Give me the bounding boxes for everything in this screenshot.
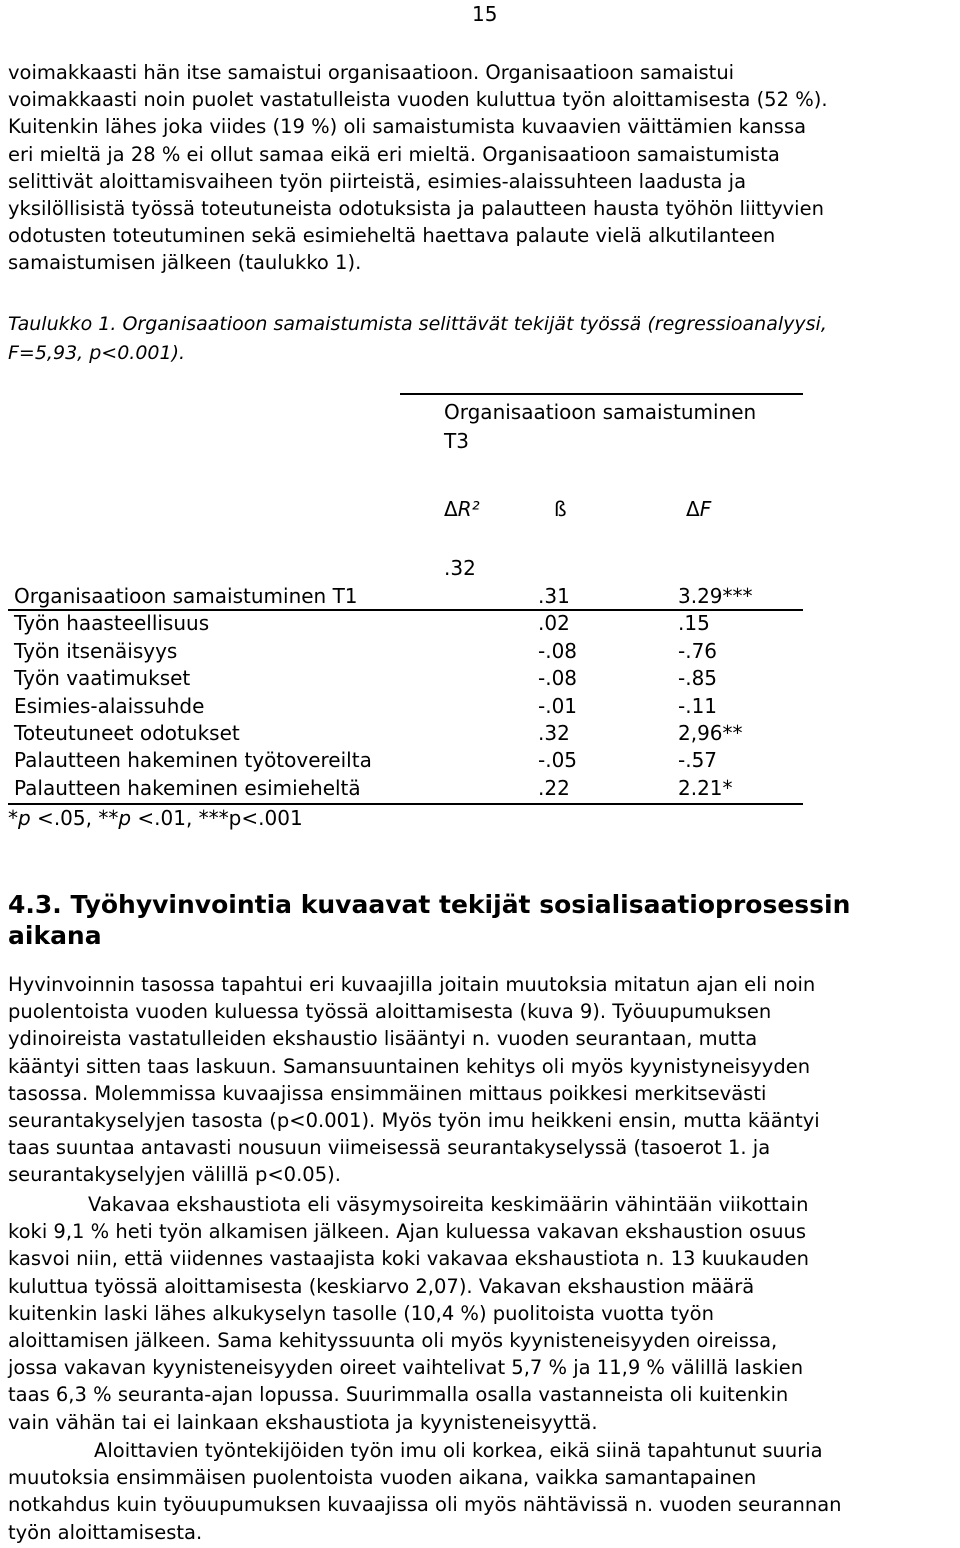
beta-value: .22 <box>538 775 570 800</box>
beta-value: -.05 <box>538 748 578 773</box>
row-label: Työn vaatimukset <box>14 666 191 691</box>
f-value: 3.29*** <box>678 584 753 608</box>
beta-header: ß <box>554 497 567 521</box>
dependent-variable-header <box>444 398 756 456</box>
f-header: ΔF <box>686 497 712 521</box>
f-value: -.11 <box>678 693 718 718</box>
text-line: voimakkaasti noin puolet vastatulleista vuoden kuluttua työn aloittamisesta (52 %). <box>8 88 828 112</box>
page-number: 15 <box>472 2 498 26</box>
table-caption <box>8 310 827 368</box>
table-row <box>14 747 808 774</box>
text-line: seurantakyselyjen välillä p<0.05). <box>8 1163 341 1187</box>
text-line: ydinoireista vastatulleiden ekshaustio lisääntyi n. vuoden seurantaan, mutta <box>8 1027 758 1051</box>
text-line: voimakkaasti hän itse samaistui organisaatioon. Organisaatioon samaistui <box>8 61 735 84</box>
paragraph-engagement <box>8 1437 958 1546</box>
significance-footnote: *p <.05, **p <.01, ***p<.001 <box>8 806 303 830</box>
intro-paragraph <box>8 59 958 277</box>
table-row <box>14 638 808 665</box>
f-value: -.85 <box>678 666 718 691</box>
table-row <box>14 665 808 692</box>
text-line: Vakavaa ekshaustiota eli väsymysoireita keskimäärin vähintään viikottain <box>88 1193 809 1216</box>
header-line: T3 <box>444 429 469 453</box>
text-line: kuluttua työssä aloittamisesta (keskiarvo 2,07). Vakavan ekshaustion määrä <box>8 1274 755 1298</box>
section-heading <box>8 889 850 951</box>
text-line: vain vähän tai ei lainkaan ekshaustiota ja kyynisteneisyyttä. <box>8 1410 598 1434</box>
beta-value: -.08 <box>538 638 578 663</box>
beta-value: -.01 <box>538 693 578 718</box>
beta-value: .32 <box>538 721 570 746</box>
f-value: 2.21* <box>678 775 733 800</box>
row-label: Esimies-alaissuhde <box>14 693 205 718</box>
beta-value: -.08 <box>538 666 578 691</box>
f-value: -.57 <box>678 748 718 773</box>
header-line: Organisaatioon samaistuminen <box>444 400 757 424</box>
regression-table <box>14 583 808 802</box>
text-line: seurantakyselyjen tasosta (p<0.001). Myös työn imu heikkeni ensin, mutta kääntyi <box>8 1109 820 1133</box>
text-line: jossa vakavan kyynisteneisyyden oireet vaihtelivat 5,7 % ja 11,9 % välillä laskien <box>8 1356 804 1380</box>
heading-line: aikana <box>8 921 102 950</box>
table-bottom-rule <box>8 803 803 805</box>
f-value: -.76 <box>678 638 718 663</box>
text-line: työn aloittamisesta. <box>8 1520 203 1544</box>
text-line: puolentoista vuoden kuluessa työssä aloittamisesta (kuva 9). Työuupumuksen <box>8 1000 772 1024</box>
text-line: Hyvinvoinnin tasossa tapahtui eri kuvaajilla joitain muutoksia mitatun ajan eli noin <box>8 973 816 996</box>
caption-line: Taulukko 1. Organisaatioon samaistumista selittävät tekijät työssä (regressioanalyysi, <box>8 313 827 335</box>
paragraph-wellbeing <box>8 971 958 1189</box>
f-value: .15 <box>678 611 710 636</box>
row-label: Toteutuneet odotukset <box>14 721 240 746</box>
text-line: Kuitenkin lähes joka viides (19 %) oli samaistumista kuvaavien väittämien kanssa <box>8 115 807 139</box>
text-line: kasvoi niin, että viidennes vastaajista koki vakavaa ekshaustiota n. 13 kuukauden <box>8 1247 810 1271</box>
row-label: Palautteen hakeminen esimieheltä <box>14 775 361 800</box>
row-label: Palautteen hakeminen työtovereilta <box>14 748 372 773</box>
heading-line: 4.3. Työhyvinvointia kuvaavat tekijät sosialisaatioprosessin <box>8 890 851 919</box>
text-line: kuitenkin laski lähes alkukyselyn tasolle (10,4 %) puolitoista vuotta työn <box>8 1301 714 1325</box>
beta-value: .02 <box>538 611 570 636</box>
paragraph-exhaustion <box>8 1191 958 1436</box>
text-line: koki 9,1 % heti työn alkamisen jälkeen. Ajan kuluessa vakavan ekshaustion osuus <box>8 1220 806 1244</box>
text-line: odotusten toteutuminen sekä esimieheltä haettava palaute vielä alkutilanteen <box>8 224 776 248</box>
text-line: notkahdus kuin työuupumuksen kuvaajissa oli myös nähtävissä n. vuoden seurannan <box>8 1493 842 1517</box>
text-line: yksilöllisistä työssä toteutuneista odotuksista ja palautteen hausta työhön liittyvien <box>8 197 824 221</box>
text-line: muutoksia ensimmäisen puolentoista vuoden aikana, vaikka samantapainen <box>8 1466 757 1490</box>
row-label: Työn haasteellisuus <box>14 611 210 636</box>
text-line: aloittamisen jälkeen. Sama kehityssuunta oli myös kyynisteneisyyden oireissa, <box>8 1329 778 1353</box>
caption-line: F=5,93, p<0.001). <box>8 342 186 364</box>
f-value: 2,96** <box>678 721 743 746</box>
beta-value: .31 <box>538 584 570 608</box>
text-line: kääntyi sitten taas laskuun. Samansuuntainen kehitys oli myös kyynistyneisyyden <box>8 1054 811 1078</box>
table-row <box>14 775 808 802</box>
row-label: Organisaatioon samaistuminen T1 <box>14 584 358 608</box>
text-line: tasossa. Molemmissa kuvaajissa ensimmäinen mittaus poikkesi merkitsevästi <box>8 1081 767 1105</box>
table-row <box>14 720 808 747</box>
text-line: taas suuntaa antavasti nousuun viimeisessä seurantakyselyssä (tasoerot 1. ja <box>8 1136 771 1160</box>
row-label: Työn itsenäisyys <box>14 638 178 663</box>
text-line: eri mieltä ja 28 % ei ollut samaa eikä eri mieltä. Organisaatioon samaistumista <box>8 142 780 166</box>
text-line: taas 6,3 % seuranta-ajan lopussa. Suurimmalla osalla vastanneista oli kuitenkin <box>8 1383 789 1407</box>
table-row <box>14 610 808 637</box>
r2-header: ΔR² <box>444 497 480 521</box>
text-line: Aloittavien työntekijöiden työn imu oli korkea, eikä siinä tapahtunut suuria <box>94 1439 823 1462</box>
table-row <box>14 583 808 610</box>
text-line: selittivät aloittamisvaiheen työn piirteistä, esimies-alaissuhteen laadusta ja <box>8 169 747 193</box>
table-top-rule <box>400 393 803 395</box>
text-line: samaistumisen jälkeen (taulukko 1). <box>8 251 362 275</box>
table-row <box>14 693 808 720</box>
r2-value: .32 <box>444 556 476 580</box>
